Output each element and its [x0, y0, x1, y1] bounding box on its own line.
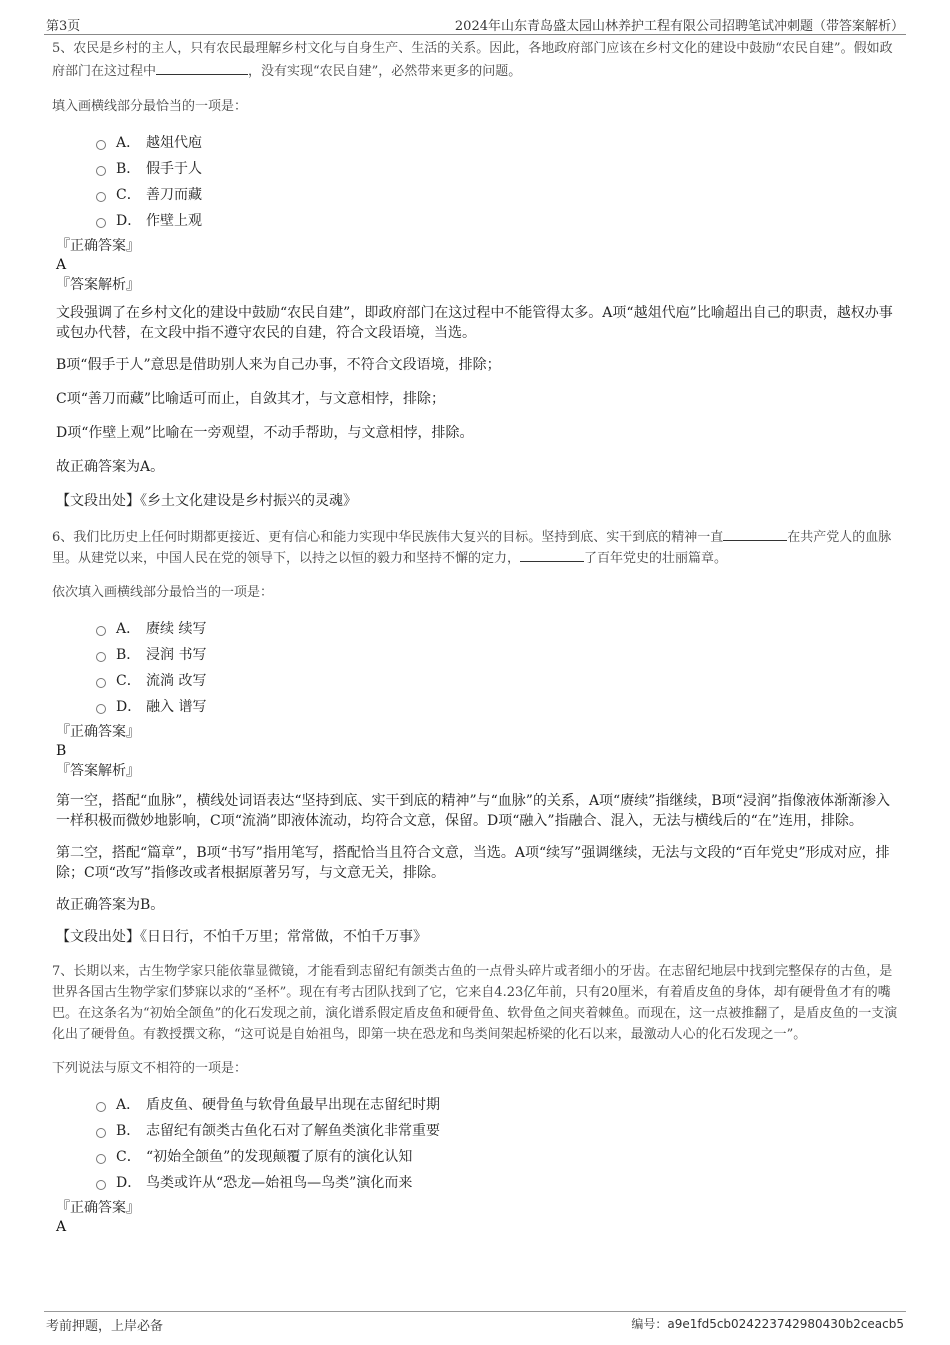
analysis-label: 『答案解析』 — [56, 277, 140, 293]
question-7-stem: 7、长期以来，古生物学家只能依靠显微镜，才能看到志留纪有颌类古鱼的一点骨头碎片或者细小的牙齿。在志留纪地层中找到完整保存的古鱼，是世界各国古生物学家们梦寐以求的“圣杯”。现在有考古团队找到了它，它来自4.23亿年前，只有20厘米，有着盾皮鱼的身体，却有硬骨鱼才有的嘴巴。在这条名为“初始全颌鱼”的化石发现之前，演化谱系假定盾皮鱼和硬骨鱼、软骨鱼之间夹着棘鱼。而现在，这一点被推翻了，是盾皮鱼的一支演化出了硬骨鱼。有教授撰文称，“这可说是自始祖鸟，即第一块在恐龙和鸟类间架起桥梁的化石以来，最激动人心的化石发现之一”。 — [52, 964, 898, 1042]
question-7 — [52, 961, 898, 1236]
document-body — [52, 34, 898, 1236]
radio-icon[interactable] — [96, 1180, 106, 1190]
page-footer — [44, 1311, 906, 1334]
correct-answer: A — [56, 257, 67, 273]
analysis-label: 『答案解析』 — [56, 763, 140, 779]
correct-answer: B — [56, 743, 67, 759]
option-b[interactable]: B． 志留纪有颌类古鱼化石对了解鱼类演化非常重要 — [96, 1117, 898, 1143]
answer-label: 『正确答案』 — [56, 724, 140, 740]
radio-icon[interactable] — [96, 140, 106, 150]
option-d[interactable]: D． 作壁上观 — [96, 207, 898, 233]
fill-blank — [156, 62, 248, 75]
fill-blank — [520, 549, 584, 562]
analysis-paragraph: D项“作壁上观”比喻在一旁观望，不动手帮助，与文意相悖，排除。 — [56, 425, 474, 441]
question-7-options — [96, 1091, 898, 1195]
question-6-prompt: 依次填入画横线部分最恰当的一项是： — [52, 585, 274, 600]
question-5-prompt: 填入画横线部分最恰当的一项是： — [52, 99, 248, 114]
answer-label: 『正确答案』 — [56, 238, 140, 254]
option-c[interactable]: C． “初始全颌鱼”的发现颠覆了原有的演化认知 — [96, 1143, 898, 1169]
analysis-paragraph: 文段强调了在乡村文化的建设中鼓励“农民自建”，即政府部门在这过程中不能管得太多。A项“越俎代庖”比喻超出自己的职责，越权办事或包办代替，在文段中指不遵守农民的自建，符合文段语境，当选。 — [56, 305, 893, 341]
option-b[interactable]: B． 假手于人 — [96, 155, 898, 181]
option-b[interactable]: B． 浸润 书写 — [96, 641, 898, 667]
radio-icon[interactable] — [96, 704, 106, 714]
footer-slogan: 考前押题，上岸必备 — [46, 1319, 164, 1334]
radio-icon[interactable] — [96, 192, 106, 202]
analysis-paragraph: 故正确答案为A。 — [56, 459, 165, 475]
source-citation: 【文段出处】《乡土文化建设是乡村振兴的灵魂》 — [56, 493, 357, 509]
option-c[interactable]: C． 流淌 改写 — [96, 667, 898, 693]
question-6 — [52, 527, 898, 947]
question-5-options — [96, 129, 898, 233]
radio-icon[interactable] — [96, 166, 106, 176]
fill-blank — [723, 528, 787, 541]
page-header — [44, 14, 906, 35]
radio-icon[interactable] — [96, 678, 106, 688]
analysis-paragraph: 第二空，搭配“篇章”，B项“书写”指用笔写，搭配恰当且符合文意，当选。A项“续写”强调继续，无法与文段的“百年党史”形成对应，排除；C项“改写”指修改或者根据原著另写，与文意无关，排除。 — [56, 845, 890, 881]
option-d[interactable]: D． 融入 谱写 — [96, 693, 898, 719]
option-c[interactable]: C． 善刀而藏 — [96, 181, 898, 207]
radio-icon[interactable] — [96, 1128, 106, 1138]
radio-icon[interactable] — [96, 1154, 106, 1164]
question-5-stem: 5、农民是乡村的主人，只有农民最理解乡村文化与自身生产、生活的关系。因此，各地政府部门应该在乡村文化的建设中鼓励“农民自建”。假如政府部门在这过程中 ，没有实现“农民自建”，必然带来更多的问题。 — [52, 41, 893, 79]
analysis-paragraph: 故正确答案为B。 — [56, 897, 165, 913]
option-a[interactable]: A． 越俎代庖 — [96, 129, 898, 155]
analysis-paragraph: 第一空，搭配“血脉”，横线处词语表达“坚持到底、实干到底的精神”与“血脉”的关系，A项“赓续”指继续，B项“浸润”指像液体渐渐渗入一样积极而微妙地影响，C项“流淌”即液体流动，均符合文意，保留。D项“融入”指融合、混入，无法与横线后的“在”连用，排除。 — [56, 793, 890, 829]
analysis-paragraph: C项“善刀而藏”比喻适可而止，自敛其才，与文意相悖，排除； — [56, 391, 446, 407]
radio-icon[interactable] — [96, 626, 106, 636]
document-id: 编号：a9e1fd5cb024223742980430b2ceacb5 — [631, 1317, 904, 1331]
page-number: 第3页 — [46, 19, 81, 34]
answer-label: 『正确答案』 — [56, 1200, 140, 1216]
radio-icon[interactable] — [96, 218, 106, 228]
option-a[interactable]: A． 盾皮鱼、硬骨鱼与软骨鱼最早出现在志留纪时期 — [96, 1091, 898, 1117]
document-title: 2024年山东青岛盛太园山林养护工程有限公司招聘笔试冲刺题（带答案解析） — [454, 19, 904, 34]
question-6-options — [96, 615, 898, 719]
correct-answer: A — [56, 1219, 67, 1235]
question-6-stem: 6、我们比历史上任何时期都更接近、更有信心和能力实现中华民族伟大复兴的目标。坚持到底、实干到底的精神一直 在共产党人的血脉里。从建党以来，中国人民在党的领导下，以持之以恒的毅力和坚持不懈的定力， 了百年党史的壮丽篇章。 — [52, 530, 892, 566]
radio-icon[interactable] — [96, 652, 106, 662]
option-a[interactable]: A． 赓续 续写 — [96, 615, 898, 641]
analysis-paragraph: B项“假手于人”意思是借助别人来为自己办事，不符合文段语境，排除； — [56, 357, 501, 373]
option-d[interactable]: D． 鸟类或许从“恐龙—始祖鸟—鸟类”演化而来 — [96, 1169, 898, 1195]
radio-icon[interactable] — [96, 1102, 106, 1112]
question-7-prompt: 下列说法与原文不相符的一项是： — [52, 1061, 248, 1076]
question-5 — [52, 37, 898, 511]
source-citation: 【文段出处】《日日行，不怕千万里；常常做，不怕千万事》 — [56, 929, 427, 945]
